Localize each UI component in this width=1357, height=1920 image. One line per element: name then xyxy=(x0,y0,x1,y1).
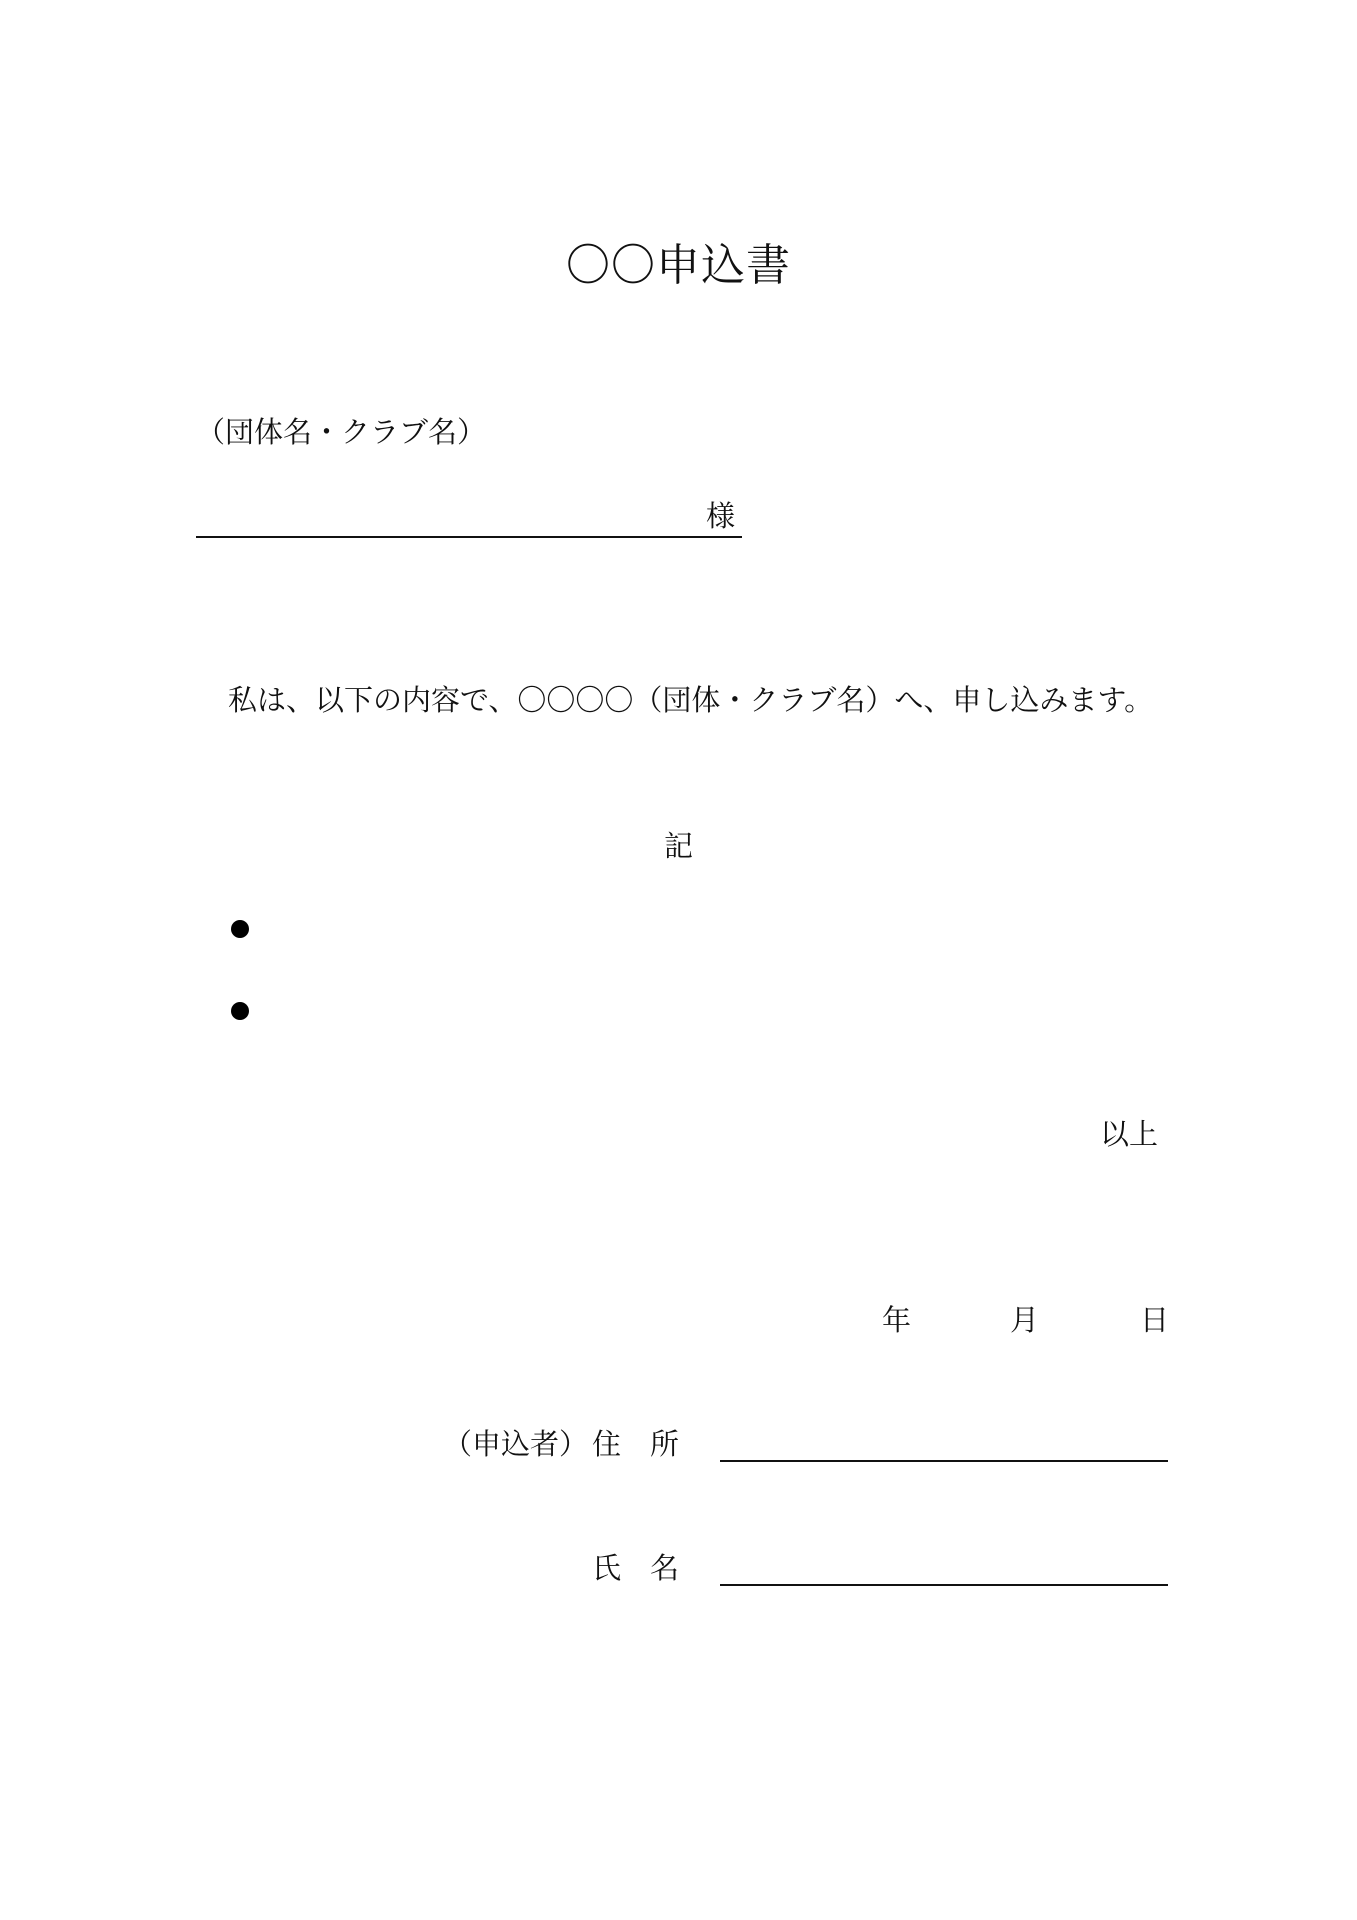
closing-text: 以上 xyxy=(1100,1117,1159,1151)
address-label: 住 所 xyxy=(592,1427,680,1461)
bullet-icon xyxy=(231,1002,249,1020)
date-day-label: 日 xyxy=(1140,1303,1170,1337)
name-field-line[interactable] xyxy=(720,1584,1168,1586)
name-label: 氏 名 xyxy=(592,1551,680,1585)
recipient-underline[interactable] xyxy=(196,536,742,538)
date-month-label: 月 xyxy=(1010,1303,1040,1337)
bullet-icon xyxy=(231,920,249,938)
date-year-label: 年 xyxy=(882,1303,912,1337)
document-title: 〇〇申込書 xyxy=(566,240,791,291)
recipient-label: （団体名・クラブ名） xyxy=(196,415,487,449)
ki-heading: 記 xyxy=(663,829,693,863)
body-text: 私は、以下の内容で、〇〇〇〇（団体・クラブ名）へ、申し込みます。 xyxy=(228,683,1154,717)
recipient-honorific: 様 xyxy=(706,499,736,533)
applicant-label: （申込者） xyxy=(443,1427,589,1461)
address-field-line[interactable] xyxy=(720,1460,1168,1462)
